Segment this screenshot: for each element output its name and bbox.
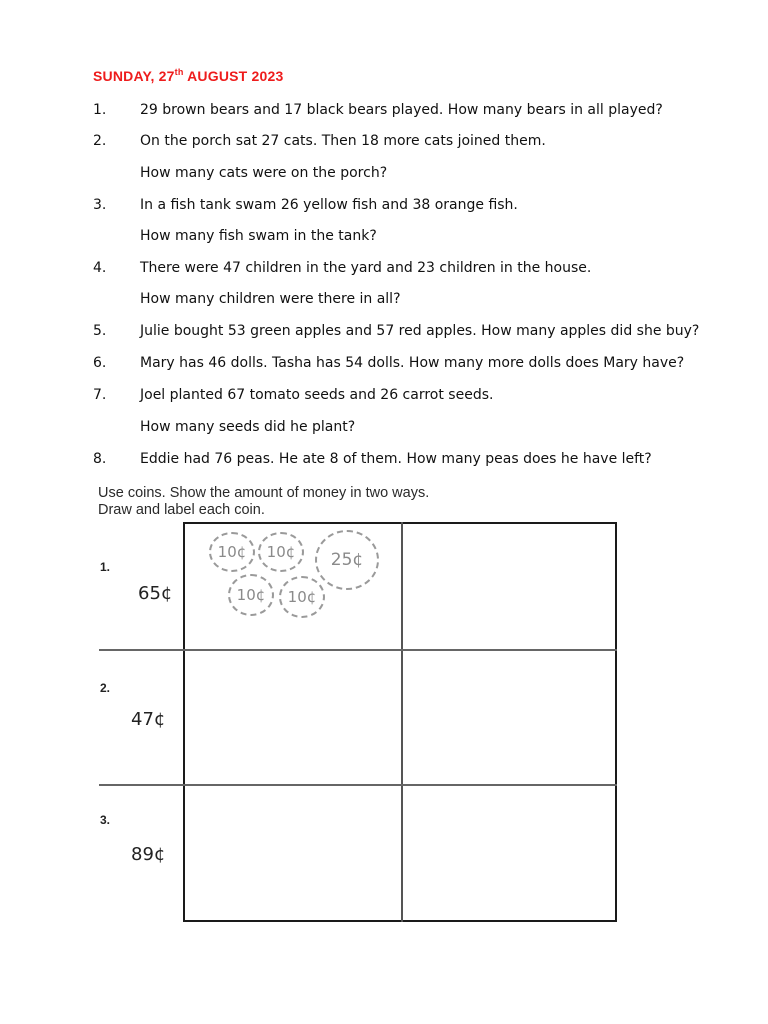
row-label-2: 2. [100, 681, 111, 695]
question-text: In a fish tank swam 26 yellow fish and 38 orange fish. [140, 197, 518, 213]
question-number: 2. [93, 133, 107, 149]
grid-row-divider [99, 784, 617, 786]
question-number: 8. [93, 451, 107, 467]
amount-47: 47¢ [131, 709, 166, 730]
question-text: There were 47 children in the yard and 23 children in the house. [140, 260, 592, 276]
question-number: 7. [93, 387, 107, 403]
question-text: 29 brown bears and 17 black bears played. How many bears in all played? [140, 102, 663, 118]
worksheet-date [93, 68, 283, 84]
row-label-1: 1. [100, 560, 111, 574]
question-number: 1. [93, 102, 107, 118]
question-number: 4. [93, 260, 107, 276]
question-text: On the porch sat 27 cats. Then 18 more cats joined them. [140, 133, 546, 149]
coin-dime: 10¢ [279, 576, 325, 618]
question-text: How many seeds did he plant? [140, 419, 356, 435]
question-number: 5. [93, 323, 107, 339]
question-text: Eddie had 76 peas. He ate 8 of them. How many peas does he have left? [140, 451, 652, 467]
question-text: Joel planted 67 tomato seeds and 26 carrot seeds. [140, 387, 494, 403]
grid-row-divider [99, 649, 617, 651]
question-number: 6. [93, 355, 107, 371]
coin-dime: 10¢ [228, 574, 274, 616]
question-text: How many cats were on the porch? [140, 165, 388, 181]
question-number: 3. [93, 197, 107, 213]
question-text: How many children were there in all? [140, 291, 401, 307]
date-suffix: th [174, 67, 184, 77]
grid-column-divider [401, 522, 403, 922]
date-prefix: SUNDAY, 27 [93, 68, 175, 84]
amount-89: 89¢ [131, 844, 166, 865]
date-rest: AUGUST 2023 [183, 68, 284, 84]
question-text: Julie bought 53 green apples and 57 red apples. How many apples did she buy? [140, 323, 700, 339]
instruction-line-2: Draw and label each coin. [98, 502, 265, 518]
row-label-3: 3. [100, 813, 111, 827]
coin-dime: 10¢ [209, 532, 255, 572]
question-text: Mary has 46 dolls. Tasha has 54 dolls. How many more dolls does Mary have? [140, 355, 685, 371]
coin-dime: 10¢ [258, 532, 304, 572]
coin-quarter: 25¢ [315, 530, 379, 590]
instruction-line-1: Use coins. Show the amount of money in two ways. [98, 485, 430, 501]
question-text: How many fish swam in the tank? [140, 228, 377, 244]
amount-65: 65¢ [138, 583, 173, 604]
